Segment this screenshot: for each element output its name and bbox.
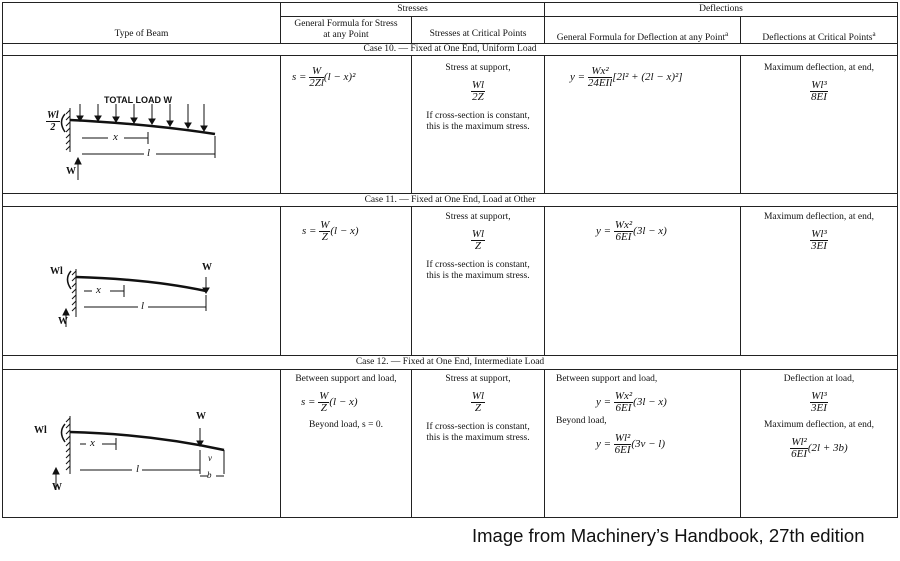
case-12-load-label: W	[196, 411, 206, 422]
wall-hatch	[72, 269, 76, 317]
case-11-stress-critical: Stress at support, $\frac{Wl}{Z}$ If cross-section is constant, this is the maximum stress.	[426, 212, 530, 281]
case-12-stress-critical: Stress at support, $\frac{Wl}{Z}$ If cross-section is constant, this is the maximum stress.	[426, 374, 530, 443]
moment-arc	[62, 424, 66, 442]
header-general-stress: General Formula for Stress at any Point	[294, 19, 398, 40]
load-arrow	[197, 428, 203, 446]
wall-hatch	[66, 108, 70, 152]
case-10-stress-formula: s = $\frac{W}{2Zl}$ (l − x)²	[292, 65, 356, 89]
header-deflections: Deflections	[699, 4, 743, 14]
case-11-x-label: x	[96, 284, 101, 296]
case-12-x-label: x	[90, 437, 95, 449]
case-12-stress-formula: Between support and load, s = $\frac{W}{Z}$ (l − x) Beyond load, s = 0.	[295, 374, 397, 430]
case-12-title: Case 12. — Fixed at One End, Intermediate Load	[355, 357, 545, 367]
case-11-reaction-label: W	[58, 316, 68, 327]
image-caption: Image from Machinery’s Handbook, 27th edition	[472, 525, 865, 546]
case-11-l-label: l	[141, 300, 145, 312]
wall-hatch	[66, 416, 70, 474]
case-12-deflection-critical: Deflection at load, $\frac{\text{Wl³}}{3EI}$ Maximum deflection, at end, $\frac{\text{Wl²}}{6EI}$ (2l + 3b)	[763, 374, 874, 460]
case-10-reaction-label: W	[66, 166, 76, 177]
case-12-deflection-formula: Between support and load, y = $\frac{\text{Wx²}}{6EI}$ (3l − x) Beyond load, y = $\frac{\text{Wl²}}{6EI}$ (3v − l)	[556, 374, 667, 456]
case-11-load-label: W	[202, 262, 212, 273]
header-stress-critical: Stresses at Critical Points	[429, 29, 527, 39]
case-12-l-label: l	[136, 463, 140, 475]
dimension-lines	[63, 285, 206, 327]
distributed-load-arrows	[77, 104, 207, 131]
case-11-deflection-critical: Maximum deflection, at end, $\frac{\text{Wl³}}{3EI}$	[763, 212, 874, 252]
case-10-l-label: l	[147, 147, 151, 159]
case-12-reaction-label: W	[52, 482, 62, 493]
case-12-b-label: b	[207, 470, 212, 480]
case-10-deflection-critical: Maximum deflection, at end, $\frac{\text{Wl³}}{8EI}$	[763, 63, 874, 103]
moment-arc	[68, 271, 72, 289]
case-11-moment-label: Wl	[50, 266, 63, 277]
case-10-deflection-formula: y = Wx² 24EIl [2l² + (2l − x)²]	[570, 65, 683, 89]
header-deflection-critical: Deflections at Critical Points$^a$	[762, 30, 876, 44]
case-10-x-label: x	[113, 131, 118, 143]
header-type-of-beam: Type of Beam	[114, 29, 169, 39]
header-stresses: Stresses	[397, 4, 428, 14]
case-10-stress-critical: Stress at support, $\frac{Wl}{2Z}$ If cross-section is constant, this is the maximum stress.	[426, 63, 530, 132]
case-11-title: Case 11. — Fixed at One End, Load at Other	[364, 195, 536, 205]
case-12-v-label: v	[208, 453, 212, 463]
case-12-moment-label: Wl	[34, 425, 47, 436]
case-11-stress-formula: s = $\frac{W}{Z}$ (l − x)	[302, 219, 359, 243]
dimension-lines	[75, 132, 215, 180]
case-10-moment-label: $\frac{Wl}{2}$	[47, 110, 59, 133]
case-11-deflection-formula: y = $\frac{\text{Wx²}}{6EI}$ (3l − x)	[596, 219, 667, 243]
case-10-title: Case 10. — Fixed at One End, Uniform Load	[363, 44, 537, 54]
deflected-beam	[70, 120, 215, 134]
case-10-load-label: TOTAL LOAD W	[104, 95, 172, 105]
header-general-deflection: General Formula for Deflection at any Point$^a$	[556, 30, 729, 44]
moment-arc	[62, 114, 66, 132]
